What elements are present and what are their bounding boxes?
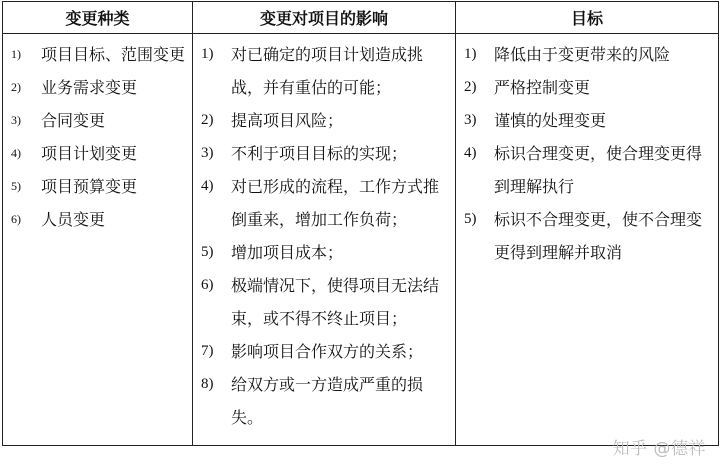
item-text: 对已确定的项目计划造成挑战，并有重估的可能； (231, 45, 424, 97)
table-body-row (3, 34, 719, 446)
item-number: 4) (464, 145, 477, 161)
item-text: 对已形成的流程，工作方式推倒重来，增加工作负荷； (231, 177, 440, 229)
item-text: 降低由于变更带来的风险 (494, 45, 671, 64)
goal-list (464, 38, 712, 269)
item-number: 6) (11, 212, 21, 226)
item-number: 2) (11, 80, 21, 94)
header-change-impact: 变更对项目的影响 (193, 2, 456, 34)
list-item (201, 170, 449, 236)
goal-cell (456, 34, 719, 446)
item-text: 极端情况下，使得项目无法结束，或不得不终止项目； (231, 276, 440, 328)
item-number: 3) (464, 112, 477, 128)
item-number: 2) (464, 79, 477, 95)
item-number: 1) (464, 46, 477, 62)
item-text: 项目计划变更 (41, 144, 138, 163)
table-header-row (3, 2, 719, 34)
item-text: 给双方或一方造成严重的损失。 (231, 375, 424, 427)
list-item (11, 38, 186, 71)
change-impact-cell (193, 34, 456, 446)
item-text: 增加项目成本； (231, 243, 344, 262)
zhihu-watermark: 知乎 @德祥 (612, 439, 706, 459)
list-item (201, 137, 449, 170)
list-item (201, 38, 449, 104)
item-number: 2) (201, 112, 214, 128)
item-number: 8) (201, 376, 214, 392)
list-item (11, 203, 186, 236)
item-text: 合同变更 (41, 111, 106, 130)
item-text: 标识合理变更，使合理变更得到理解执行 (494, 144, 703, 196)
list-item (11, 104, 186, 137)
item-text: 业务需求变更 (41, 78, 138, 97)
change-impact-list (201, 38, 449, 434)
item-text: 严格控制变更 (494, 78, 591, 97)
header-goal: 目标 (456, 2, 719, 34)
list-item (201, 236, 449, 269)
list-item (201, 368, 449, 434)
item-number: 1) (11, 47, 21, 61)
item-text: 谨慎的处理变更 (494, 111, 607, 130)
item-number: 4) (201, 178, 214, 194)
list-item (201, 104, 449, 137)
item-text: 项目预算变更 (41, 177, 138, 196)
list-item (11, 137, 186, 170)
change-type-cell (3, 34, 193, 446)
header-change-type: 变更种类 (3, 2, 193, 34)
item-number: 4) (11, 146, 21, 160)
item-number: 5) (464, 211, 477, 227)
list-item (11, 170, 186, 203)
list-item (11, 71, 186, 104)
list-item (464, 137, 712, 203)
item-number: 6) (201, 277, 214, 293)
list-item (464, 38, 712, 71)
change-management-table (2, 1, 719, 446)
item-number: 5) (11, 179, 21, 193)
item-number: 3) (201, 145, 214, 161)
item-number: 3) (11, 113, 21, 127)
item-number: 5) (201, 244, 214, 260)
list-item (464, 71, 712, 104)
item-text: 人员变更 (41, 210, 106, 229)
item-text: 标识不合理变更，使不合理变更得到理解并取消 (494, 210, 703, 262)
item-text: 不利于项目目标的实现； (231, 144, 408, 163)
item-text: 项目目标、范围变更 (41, 45, 186, 64)
item-number: 7) (201, 343, 214, 359)
item-text: 影响项目合作双方的关系； (231, 342, 424, 361)
item-number: 1) (201, 46, 214, 62)
change-type-list (11, 38, 186, 236)
list-item (201, 269, 449, 335)
list-item (201, 335, 449, 368)
item-text: 提高项目风险； (231, 111, 344, 130)
list-item (464, 104, 712, 137)
list-item (464, 203, 712, 269)
